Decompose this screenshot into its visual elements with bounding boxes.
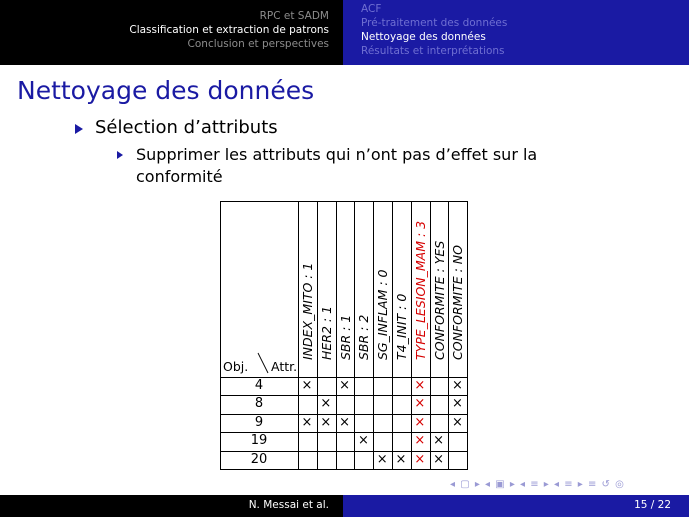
nav-subsection-pretraitement[interactable]: Pré-traitement des données: [361, 17, 508, 29]
table-cell: ×: [414, 414, 426, 430]
table-cell: [336, 432, 354, 450]
table-cell: [448, 432, 466, 450]
corner-diagonal-separator: [256, 351, 270, 375]
footer-author: N. Messai et al.: [248, 499, 329, 511]
table-cell: [336, 395, 354, 413]
table-cell: [298, 432, 316, 450]
table-cell: ×: [320, 414, 332, 430]
grid-line: [220, 469, 468, 470]
column-header: [336, 201, 354, 377]
grid-line: [448, 201, 449, 470]
bullet-level1: Sélection d’attributs: [95, 117, 278, 138]
table-cell: ×: [433, 451, 445, 467]
grid-line: [317, 201, 318, 470]
corner-attr-label: Attr.: [271, 359, 298, 374]
column-header-label: TYPE_LESION_MAM : 3: [412, 220, 428, 360]
nav-subsection-nettoyage[interactable]: Nettoyage des données: [361, 31, 486, 43]
grid-line: [336, 201, 337, 470]
grid-line: [392, 201, 393, 470]
table-cell: [354, 395, 372, 413]
column-header: [354, 201, 372, 377]
grid-line: [220, 432, 468, 433]
table-cell: ×: [414, 433, 426, 449]
bullet-triangle-icon: [75, 124, 83, 134]
column-header: [317, 201, 335, 377]
table-cell: [430, 395, 448, 413]
nav-subsection-resultats[interactable]: Résultats et interprétations: [361, 45, 505, 57]
table-cell: ×: [451, 378, 463, 393]
grid-line: [430, 201, 431, 470]
table-cell: ×: [301, 414, 313, 430]
column-header-label: T4_INIT : 0: [394, 293, 409, 360]
column-header: [298, 201, 316, 377]
table-cell: [354, 414, 372, 432]
column-header-label: SG_INFLAM : 0: [375, 269, 391, 360]
footer-right: [343, 495, 689, 517]
header-left-nav: [0, 0, 343, 65]
grid-line: [467, 201, 468, 470]
sub-bullet-triangle-icon: [117, 151, 123, 159]
nav-section-rpc-sadm[interactable]: RPC et SADM: [259, 10, 329, 22]
column-header: [448, 201, 466, 377]
row-object-label: 19: [250, 433, 268, 449]
grid-line: [220, 377, 468, 378]
table-cell: [392, 432, 410, 450]
table-cell: [430, 414, 448, 432]
table-cell: [317, 451, 335, 469]
column-header-label: CONFORMITE : NO: [450, 245, 466, 360]
beamer-nav-controls[interactable]: ◂ ▢ ▸ ◂ ▣ ▸ ◂ ≡ ▸ ◂ ≡ ▸ ≡ ↺ ◎: [450, 479, 625, 490]
table-cell: [373, 395, 391, 413]
table-cell: [298, 395, 316, 413]
column-header: [392, 201, 410, 377]
grid-line: [220, 395, 468, 396]
table-cell: ×: [451, 396, 463, 412]
column-header-label: CONFORMITE : YES: [431, 240, 447, 360]
table-cell: ×: [414, 396, 426, 412]
table-cell: ×: [339, 414, 351, 430]
column-header: [430, 201, 448, 377]
nav-section-conclusion[interactable]: Conclusion et perspectives: [187, 38, 329, 50]
grid-line: [411, 201, 412, 470]
table-cell: [354, 451, 372, 469]
grid-line: [298, 201, 299, 470]
row-object-label: 20: [250, 451, 268, 467]
grid-line: [220, 201, 221, 470]
row-object-label: 9: [254, 414, 264, 430]
table-cell: [392, 377, 410, 395]
table-cell: [354, 377, 372, 395]
column-header-label: SBR : 1: [337, 314, 353, 360]
table-cell: ×: [395, 451, 407, 467]
nav-subsection-acf[interactable]: ACF: [361, 3, 382, 15]
table-cell: ×: [376, 451, 388, 467]
table-cell: [373, 432, 391, 450]
table-cell: ×: [339, 378, 351, 393]
table-cell: [317, 377, 335, 395]
row-object-label: 8: [254, 396, 264, 412]
column-header-label: SBR : 2: [356, 314, 372, 360]
column-header-label: INDEX_MITO : 1: [300, 262, 315, 360]
table-cell: ×: [433, 433, 445, 449]
table-cell: [392, 395, 410, 413]
corner-obj-label: Obj.: [223, 359, 249, 374]
table-cell: [430, 377, 448, 395]
column-header: [411, 201, 429, 377]
table-cell: [373, 414, 391, 432]
table-cell: [373, 377, 391, 395]
slide-title: Nettoyage des données: [17, 76, 315, 105]
table-cell: ×: [320, 396, 332, 412]
footer-page-number: 15 / 22: [634, 499, 671, 511]
context-table: [220, 201, 467, 469]
table-cell: [317, 432, 335, 450]
table-cell: [392, 414, 410, 432]
table-cell: ×: [414, 451, 426, 467]
grid-line: [220, 201, 468, 202]
table-cell: [448, 451, 466, 469]
column-header: [373, 201, 391, 377]
table-cell: ×: [414, 378, 426, 393]
table-cell: ×: [301, 378, 313, 393]
table-cell: ×: [357, 433, 369, 449]
bullet-level2: Supprimer les attributs qui n’ont pas d’effet sur la conformité: [136, 145, 538, 186]
column-header-label: HER2 : 1: [318, 305, 334, 360]
table-cell: ×: [451, 414, 463, 430]
header-right-nav: [343, 0, 689, 65]
grid-line: [354, 201, 355, 470]
grid-line: [373, 201, 374, 470]
row-object-label: 4: [254, 378, 264, 393]
grid-line: [220, 414, 468, 415]
table-cell: [298, 451, 316, 469]
footer-left: [0, 495, 343, 517]
nav-section-classification[interactable]: Classification et extraction de patrons: [129, 24, 329, 36]
grid-line: [220, 451, 468, 452]
table-cell: [336, 451, 354, 469]
